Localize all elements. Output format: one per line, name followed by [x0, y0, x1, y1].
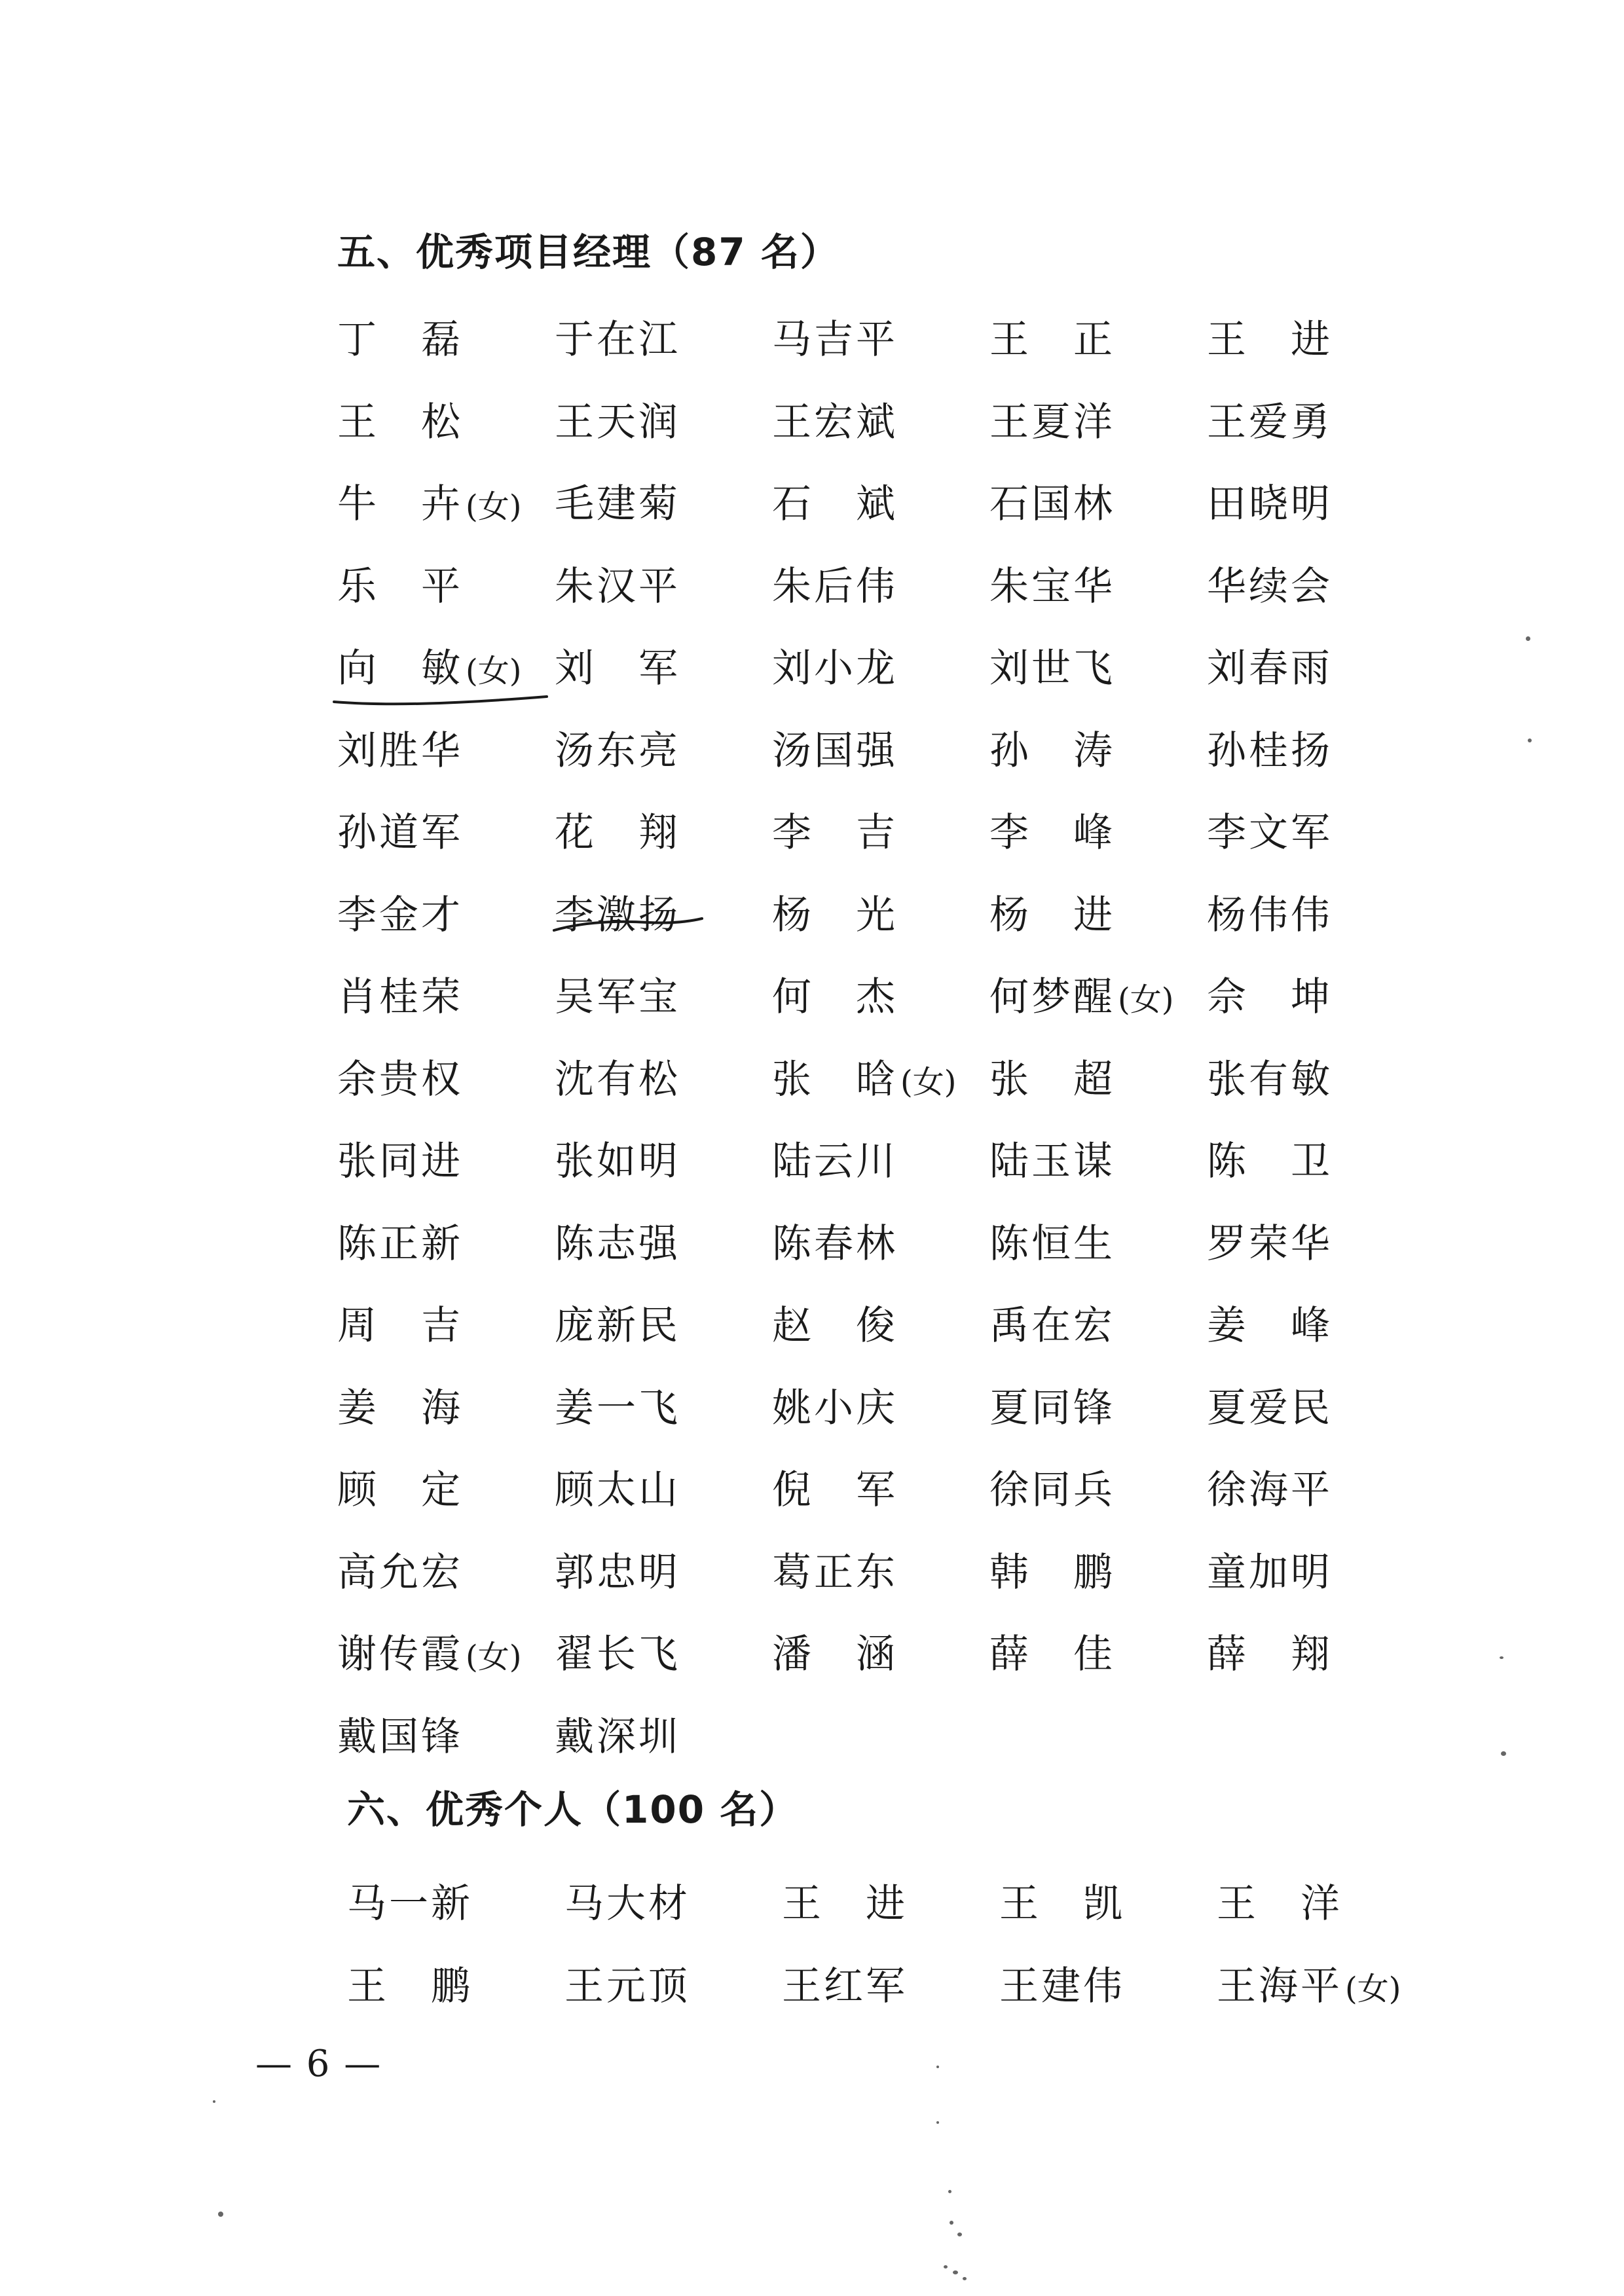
person-name: [772, 1532, 989, 1614]
person-name-text: 谢传霞: [337, 1631, 463, 1677]
person-name-text: 陈春林: [772, 1220, 898, 1267]
person-name-text: 王天润: [555, 399, 680, 445]
person-name: [337, 1121, 555, 1203]
person-name-text: 汤国强: [772, 727, 898, 774]
person-name: [1207, 1285, 1450, 1368]
person-name-text: 何 杰: [772, 974, 898, 1020]
person-name-text: 李金才: [337, 892, 463, 938]
person-name: [989, 1532, 1207, 1614]
scan-speck: [936, 2121, 939, 2124]
person-name-text: 佘 坤: [1207, 974, 1333, 1020]
person-name-text: 于在江: [555, 317, 680, 363]
person-name: [772, 1039, 989, 1121]
person-name-text: 王 进: [1207, 317, 1333, 363]
person-name-text: 丁 磊: [337, 317, 463, 363]
person-name: [989, 1121, 1207, 1203]
person-name: [337, 1449, 555, 1532]
person-name: [337, 546, 555, 629]
person-name-text: 赵 俊: [772, 1303, 898, 1349]
person-name: [989, 1285, 1207, 1368]
person-name-text: 王 鹏: [347, 1963, 473, 2009]
person-name: [337, 1203, 555, 1286]
person-name-text: 薛 翔: [1207, 1631, 1333, 1677]
person-name-text: 孙道军: [337, 810, 463, 856]
person-name-text: 倪 军: [772, 1467, 898, 1513]
person-name: [772, 382, 989, 464]
scan-speck: [936, 2066, 939, 2068]
person-name: [555, 710, 772, 793]
person-name-text: 马吉平: [772, 317, 898, 363]
person-name-text: 顾太山: [555, 1467, 680, 1513]
scan-speck: [1528, 738, 1532, 742]
person-name-text: 田晓明: [1207, 481, 1333, 527]
person-name: [1207, 1449, 1450, 1532]
scan-speck: [944, 2265, 948, 2269]
person-name: [772, 1449, 989, 1532]
person-name-text: 毛建菊: [555, 481, 680, 527]
person-name-text: 朱后伟: [772, 563, 898, 610]
person-name: [337, 628, 555, 710]
person-name: [347, 1946, 564, 2028]
person-name-text: 王元顶: [564, 1963, 690, 2009]
person-name: [989, 957, 1207, 1039]
person-name: [999, 1863, 1217, 1946]
person-name: [337, 382, 555, 464]
person-name: [989, 1203, 1207, 1286]
person-name: [1207, 1203, 1450, 1286]
scan-speck: [948, 2190, 951, 2193]
person-name-text: 童加明: [1207, 1549, 1333, 1595]
person-name-text: 王 松: [337, 399, 463, 445]
person-name-text: 夏同锋: [989, 1385, 1115, 1431]
person-name-text: 向 敏: [337, 646, 463, 691]
person-name: [989, 382, 1207, 464]
scan-speck: [213, 2100, 215, 2103]
person-name: [337, 299, 555, 382]
person-name-text: 朱宝华: [989, 563, 1115, 610]
person-name-text: 石国林: [989, 481, 1115, 527]
person-name-text: 高允宏: [337, 1549, 463, 1595]
person-name: [337, 710, 555, 793]
person-name: [555, 1532, 772, 1614]
person-name: [989, 1614, 1207, 1696]
person-name: [555, 299, 772, 382]
person-name: [1207, 382, 1450, 464]
person-name-text: 薛 佳: [989, 1631, 1115, 1677]
person-name: [1207, 546, 1450, 629]
person-name-text: 张如明: [555, 1139, 680, 1184]
person-name-text: 王建伟: [999, 1963, 1125, 2009]
gender-note: (女): [1118, 981, 1174, 1018]
scan-speck: [1501, 1751, 1506, 1756]
person-name-text: 潘 涵: [772, 1631, 898, 1677]
person-name: [564, 1946, 782, 2028]
person-name: [555, 1368, 772, 1450]
person-name: [772, 710, 989, 793]
scan-speck: [953, 2270, 958, 2274]
person-name-text: 戴深圳: [555, 1713, 680, 1760]
person-name: [1207, 875, 1450, 957]
person-name-text: 郭忠明: [555, 1549, 680, 1595]
person-name: [772, 628, 989, 710]
person-name-text: 张有敏: [1207, 1056, 1333, 1102]
person-name-text: 翟长飞: [555, 1631, 680, 1677]
person-name-text: 杨 光: [772, 892, 898, 938]
person-name: [337, 875, 555, 957]
person-name-text: 石 斌: [772, 481, 898, 527]
person-name: [1207, 710, 1450, 793]
person-name-text: 葛正东: [772, 1549, 898, 1595]
person-name: [989, 875, 1207, 957]
scan-speck: [957, 2232, 962, 2236]
person-name-text: 王红军: [782, 1963, 908, 2009]
section-5-name-grid: [337, 299, 1450, 1778]
person-name-text: 花 翔: [555, 810, 680, 856]
person-name-text: 刘胜华: [337, 727, 463, 774]
person-name: [337, 1532, 555, 1614]
person-name-text: 陈志强: [555, 1220, 680, 1267]
gender-note: (女): [900, 1063, 957, 1101]
person-name-text: 杨伟伟: [1207, 892, 1333, 938]
person-name: [772, 875, 989, 957]
person-name-text: 李 吉: [772, 810, 898, 856]
person-name-text: 王 洋: [1217, 1881, 1342, 1927]
person-name-text: 吴军宝: [555, 974, 680, 1020]
person-name-text: 孙 涛: [989, 727, 1115, 774]
person-name: [337, 1368, 555, 1450]
person-name: [772, 792, 989, 875]
person-name: [772, 546, 989, 629]
person-name-text: 马大材: [564, 1881, 690, 1927]
person-name: [1207, 792, 1450, 875]
person-name-text: 姜一飞: [555, 1385, 680, 1431]
person-name-text: 刘 军: [555, 646, 680, 691]
person-name: [337, 1696, 555, 1779]
person-name-text: 马一新: [347, 1881, 473, 1927]
person-name: [989, 546, 1207, 629]
person-name-text: 韩 鹏: [989, 1549, 1115, 1595]
scan-speck: [963, 2277, 967, 2280]
person-name: [772, 1203, 989, 1286]
person-name: [772, 1614, 989, 1696]
person-name-text: 陈 卫: [1207, 1139, 1333, 1184]
person-name: [989, 1039, 1207, 1121]
person-name-text: 朱汉平: [555, 563, 680, 610]
person-name: [337, 792, 555, 875]
person-name: [555, 1203, 772, 1286]
person-name: [772, 299, 989, 382]
gender-note: (女): [466, 1639, 522, 1675]
person-name: [555, 382, 772, 464]
person-name: [555, 1039, 772, 1121]
section-6-name-grid: [347, 1863, 1460, 2028]
person-name: [555, 1614, 772, 1696]
person-name-text: 戴国锋: [337, 1713, 463, 1760]
gender-note: (女): [466, 653, 522, 689]
person-name-text: 王 凯: [999, 1881, 1125, 1927]
person-name-text: 刘世飞: [989, 646, 1115, 691]
person-name-text: 华续会: [1207, 563, 1333, 610]
person-name-text: 孙桂扬: [1207, 727, 1333, 774]
person-name: [1207, 1614, 1450, 1696]
person-name-text: 禹在宏: [989, 1303, 1115, 1349]
gender-note: (女): [466, 488, 522, 525]
person-name-text: 姚小庆: [772, 1385, 898, 1431]
person-name-text: 陆云川: [772, 1139, 898, 1184]
person-name: [772, 1285, 989, 1368]
person-name-text: 牛 卉: [337, 481, 463, 527]
person-name: [347, 1863, 564, 1946]
person-name-text: 张同进: [337, 1139, 463, 1184]
person-name-text: 夏爱民: [1207, 1385, 1333, 1431]
person-name-text: 乐 平: [337, 563, 463, 610]
person-name: [1207, 464, 1450, 546]
person-name: [555, 628, 772, 710]
page-number: — 6 —: [255, 2043, 382, 2085]
person-name-text: 庞新民: [555, 1303, 680, 1349]
person-name: [1217, 1946, 1460, 2028]
section-5-title: 五、优秀项目经理（87 名）: [337, 230, 840, 274]
person-name-text: 王 正: [989, 317, 1115, 363]
person-name: [1207, 1532, 1450, 1614]
person-name-text: 肖桂荣: [337, 974, 463, 1020]
person-name: [555, 1121, 772, 1203]
person-name-text: 王爱勇: [1207, 399, 1333, 445]
scan-speck: [1526, 636, 1530, 641]
person-name: [772, 1368, 989, 1450]
person-name: [337, 1039, 555, 1121]
person-name-text: 刘小龙: [772, 646, 898, 691]
person-name-text: 王 进: [782, 1881, 908, 1927]
person-name-text: 王夏洋: [989, 399, 1115, 445]
person-name-text: 杨 进: [989, 892, 1115, 938]
person-name-text: 张 晗: [772, 1056, 898, 1102]
person-name: [555, 792, 772, 875]
person-name: [782, 1863, 999, 1946]
person-name-text: 王宏斌: [772, 399, 898, 445]
person-name-text: 周 吉: [337, 1303, 463, 1349]
person-name-text: 李文军: [1207, 810, 1333, 856]
person-name: [555, 957, 772, 1039]
person-name: [989, 464, 1207, 546]
person-name: [555, 875, 772, 957]
person-name: [337, 957, 555, 1039]
person-name: [1207, 1368, 1450, 1450]
person-name-text: 刘春雨: [1207, 646, 1333, 691]
section-6-title: 六、优秀个人（100 名）: [347, 1787, 799, 1832]
person-name: [555, 1449, 772, 1532]
person-name: [772, 957, 989, 1039]
person-name: [772, 1121, 989, 1203]
person-name: [1207, 628, 1450, 710]
person-name: [564, 1863, 782, 1946]
scan-speck: [950, 2221, 953, 2225]
person-name: [989, 1368, 1207, 1450]
person-name: [555, 1696, 772, 1779]
person-name-text: 沈有松: [555, 1056, 680, 1102]
person-name-text: 陆玉谋: [989, 1139, 1115, 1184]
scan-speck: [1500, 1656, 1504, 1659]
person-name: [555, 464, 772, 546]
person-name: [989, 1449, 1207, 1532]
person-name: [1217, 1863, 1460, 1946]
person-name-text: 陈恒生: [989, 1220, 1115, 1267]
person-name: [337, 464, 555, 546]
person-name: [1207, 957, 1450, 1039]
gender-note: (女): [1345, 1970, 1401, 2007]
person-name-text: 姜 海: [337, 1385, 463, 1431]
person-name-text: 罗荣华: [1207, 1220, 1333, 1267]
person-name-text: 顾 定: [337, 1467, 463, 1513]
person-name: [1207, 299, 1450, 382]
person-name-text: 李 峰: [989, 810, 1115, 856]
person-name: [999, 1946, 1217, 2028]
person-name-text: 姜 峰: [1207, 1303, 1333, 1349]
person-name: [1207, 1039, 1450, 1121]
person-name: [989, 792, 1207, 875]
person-name: [555, 546, 772, 629]
person-name-text: 徐海平: [1207, 1467, 1333, 1513]
person-name-text: 余贵权: [337, 1056, 463, 1102]
person-name-text: 王海平: [1217, 1963, 1342, 2009]
person-name: [555, 1285, 772, 1368]
person-name-text: 李激扬: [555, 892, 680, 938]
scan-speck: [218, 2212, 223, 2217]
person-name: [337, 1614, 555, 1696]
person-name: [782, 1946, 999, 2028]
person-name: [337, 1285, 555, 1368]
person-name-text: 张 超: [989, 1056, 1115, 1102]
person-name: [989, 299, 1207, 382]
person-name-text: 徐同兵: [989, 1467, 1115, 1513]
person-name: [989, 628, 1207, 710]
person-name-text: 陈正新: [337, 1220, 463, 1267]
person-name: [1207, 1121, 1450, 1203]
person-name-text: 汤东亮: [555, 727, 680, 774]
person-name: [989, 710, 1207, 793]
person-name-text: 何梦醒: [989, 974, 1115, 1020]
person-name: [772, 464, 989, 546]
